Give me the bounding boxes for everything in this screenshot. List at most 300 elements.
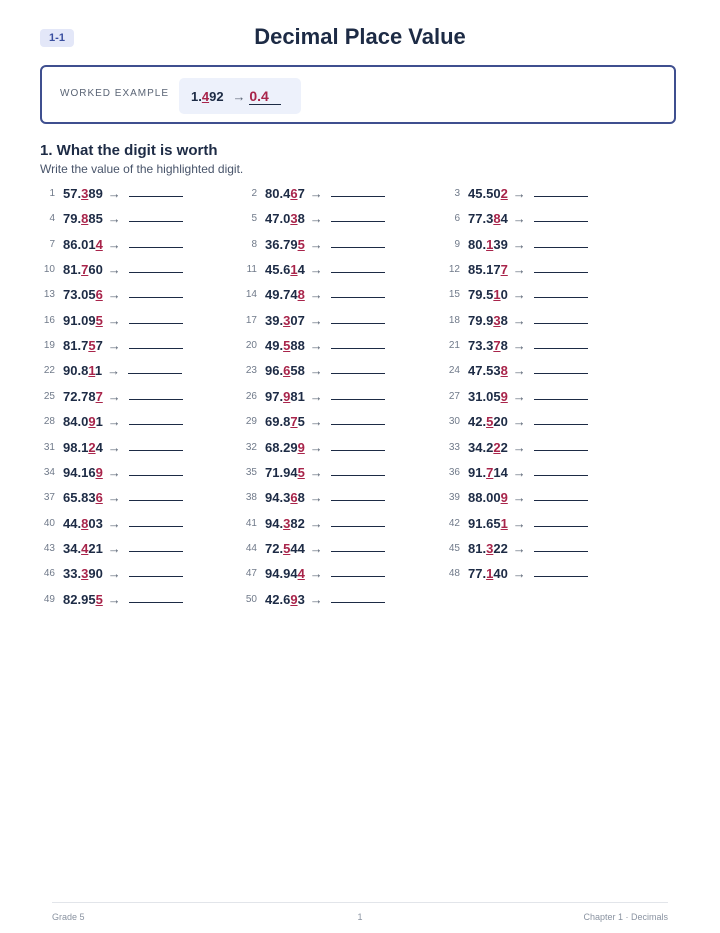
arrow-icon: → [512,388,526,404]
problem-item [40,209,183,229]
problem-decimal: 34.222 [468,439,508,455]
problem-item [445,514,588,534]
problem-number: 13 [43,289,55,301]
answer-blank[interactable] [331,438,385,451]
problem-item [242,488,385,508]
page-title: Decimal Place Value [254,24,466,49]
example-answer: 0.4 [249,88,281,105]
problem-item [445,488,588,508]
problem-number: 40 [43,517,55,529]
problem-item [242,539,385,559]
problem-decimal: 96.658 [265,363,305,379]
answer-blank[interactable] [331,260,385,273]
arrow-icon: → [512,262,526,278]
arrow-icon: → [512,363,526,379]
highlighted-digit: 1 [493,287,501,303]
problem-number: 35 [245,466,257,478]
answer-blank[interactable] [534,260,588,273]
problem-decimal: 94.368 [265,490,305,506]
problem-decimal: 47.538 [468,363,508,379]
problem-number: 7 [49,238,55,250]
problem-decimal: 49.588 [265,338,305,354]
footer-page-number: 1 [357,912,363,922]
problem-number: 45 [448,542,460,554]
answer-blank[interactable] [129,590,183,603]
problem-item [40,412,183,432]
problem-number: 38 [245,492,257,504]
arrow-icon: → [309,439,323,455]
arrow-icon: → [309,262,323,278]
problem-number: 10 [43,264,55,276]
answer-blank[interactable] [534,285,588,298]
answer-blank[interactable] [331,361,385,374]
problem-item [242,564,385,584]
footer-grade: Grade 5 [52,912,85,922]
problem-decimal: 72.544 [265,540,305,556]
problem-number: 23 [245,365,257,377]
highlighted-digit: 7 [81,262,89,278]
highlighted-digit: 5 [297,464,305,480]
problem-number: 5 [251,213,257,225]
problem-decimal: 31.059 [468,388,508,404]
arrow-icon: → [107,338,121,354]
problem-decimal: 81.757 [63,338,103,354]
answer-blank[interactable] [331,387,385,400]
highlighted-digit: 1 [500,515,508,531]
problem-decimal: 84.091 [63,414,103,430]
highlighted-digit: 3 [81,566,89,582]
highlighted-digit: 5 [95,591,103,607]
problem-item [242,285,385,305]
problem-number: 17 [245,314,257,326]
problem-item [40,387,183,407]
problem-number: 20 [245,340,257,352]
answer-blank[interactable] [129,235,183,248]
problem-number: 37 [43,492,55,504]
answer-blank[interactable] [534,412,588,425]
problem-number: 29 [245,416,257,428]
problem-number: 2 [251,188,257,199]
problem-number: 9 [454,238,460,250]
problem-decimal: 44.803 [63,515,103,531]
worked-example-label: WORKED EXAMPLE [60,88,170,99]
problem-item [242,590,385,610]
highlighted-digit: 8 [297,287,305,303]
problem-number: 44 [245,542,257,554]
problem-item [242,387,385,407]
problem-item [40,336,183,356]
problem-decimal: 94.944 [265,566,305,582]
highlighted-digit: 7 [500,262,508,278]
footer-chapter: Chapter 1 · Decimals [583,912,668,922]
arrow-icon: → [309,591,323,607]
arrow-icon: → [512,338,526,354]
arrow-icon: → [512,236,526,252]
answer-blank[interactable] [331,488,385,501]
arrow-icon: → [107,186,121,201]
highlighted-digit: 3 [283,515,291,531]
problem-number: 16 [43,314,55,326]
problem-decimal: 91.095 [63,312,103,328]
problem-number: 21 [448,340,460,352]
highlighted-digit: 8 [81,211,89,227]
highlighted-digit: 9 [95,464,103,480]
problem-item [242,514,385,534]
problem-item [242,336,385,356]
problem-item [40,260,183,280]
problem-decimal: 79.510 [468,287,508,303]
problem-number: 32 [245,441,257,453]
arrow-icon: → [107,464,121,480]
problem-decimal: 65.836 [63,490,103,506]
problem-item [40,235,183,255]
answer-blank[interactable] [534,514,588,527]
section-heading: 1. What the digit is worth [40,142,218,159]
arrow-icon: → [107,591,121,607]
problem-item [242,412,385,432]
highlighted-digit: 7 [486,464,494,480]
problem-number: 26 [245,390,257,402]
arrow-icon: → [309,312,323,328]
answer-blank[interactable] [129,564,183,577]
problem-item [40,361,182,381]
problem-item [445,235,588,255]
highlighted-digit: 4 [81,540,89,556]
arrow-icon: → [309,338,323,354]
arrow-icon: → [309,236,323,252]
problem-number: 12 [448,264,460,276]
problem-item [242,184,385,204]
answer-blank[interactable] [331,514,385,527]
problem-decimal: 94.382 [265,515,305,531]
problem-decimal: 73.056 [63,287,103,303]
problem-item [445,438,588,458]
problem-decimal: 68.299 [265,439,305,455]
problem-decimal: 80.467 [265,186,305,201]
arrow-icon: → [107,515,121,531]
problem-decimal: 45.502 [468,186,508,201]
example-number: 1.492 [191,89,224,104]
highlighted-digit: 3 [81,186,89,201]
answer-blank[interactable] [128,361,182,374]
problem-number: 24 [448,365,460,377]
arrow-icon: → [309,363,323,379]
arrow-icon: → [512,186,526,201]
answer-blank[interactable] [534,488,588,501]
highlighted-digit: 1 [290,262,298,278]
problem-number: 11 [246,264,257,276]
problem-number: 39 [448,492,460,504]
answer-blank[interactable] [331,209,385,222]
arrow-icon: → [309,414,323,430]
problem-number: 43 [43,542,55,554]
arrow-icon: → [107,540,121,556]
highlighted-digit: 9 [500,490,508,506]
arrow-icon: → [309,287,323,303]
highlighted-digit: 9 [297,439,305,455]
highlighted-digit: 8 [500,363,508,379]
highlighted-digit: 6 [290,186,298,201]
answer-blank[interactable] [534,336,588,349]
problem-decimal: 73.378 [468,338,508,354]
problem-item [445,387,588,407]
answer-blank[interactable] [331,590,385,603]
problem-decimal: 85.177 [468,262,508,278]
problem-number: 14 [245,289,257,301]
highlighted-digit: 9 [88,414,96,430]
section-instruction: Write the value of the highlighted digit. [40,162,244,176]
answer-blank[interactable] [331,539,385,552]
problem-number: 4 [49,213,55,225]
problem-item [40,184,183,204]
highlighted-digit: 6 [95,287,103,303]
arrow-icon: → [107,211,121,227]
arrow-icon: → [107,287,121,303]
problem-decimal: 57.389 [63,186,103,201]
problem-number: 1 [49,188,55,199]
problem-item [40,285,183,305]
answer-blank[interactable] [534,235,588,248]
problem-decimal: 81.322 [468,540,508,556]
answer-blank[interactable] [129,311,183,324]
problem-item [40,590,183,610]
problem-decimal: 34.421 [63,540,103,556]
highlighted-digit: 6 [283,363,291,379]
problem-item [40,438,183,458]
problem-item [40,463,183,483]
problem-decimal: 77.140 [468,566,508,582]
problem-decimal: 69.875 [265,414,305,430]
answer-blank[interactable] [534,184,588,197]
answer-blank[interactable] [129,260,183,273]
highlighted-digit: 1 [486,566,494,582]
arrow-icon: → [309,490,323,506]
problem-item [242,361,385,381]
problem-item [40,488,183,508]
problem-number: 15 [448,289,460,301]
arrow-icon: → [512,211,526,227]
problem-number: 3 [454,188,460,199]
highlighted-digit: 4 [297,566,305,582]
arrow-icon: → [512,515,526,531]
highlighted-digit: 1 [486,236,494,252]
arrow-icon: → [512,490,526,506]
highlighted-digit: 8 [81,515,89,531]
problem-number: 50 [245,593,257,605]
highlighted-digit: 9 [283,388,291,404]
answer-blank[interactable] [331,336,385,349]
highlighted-digit: 9 [290,591,298,607]
problem-decimal: 98.124 [63,439,103,455]
problem-number: 46 [43,568,55,580]
problem-decimal: 72.787 [63,388,103,404]
problem-number: 25 [43,390,55,402]
problem-item [445,336,588,356]
highlighted-digit: 5 [95,312,103,328]
answer-blank[interactable] [129,488,183,501]
problem-decimal: 88.009 [468,490,508,506]
problem-decimal: 97.981 [265,388,305,404]
answer-blank[interactable] [331,235,385,248]
highlighted-digit: 3 [493,312,501,328]
problem-item [242,463,385,483]
problem-item [242,235,385,255]
problem-item [40,564,183,584]
answer-blank[interactable] [129,514,183,527]
answer-blank[interactable] [534,387,588,400]
answer-blank[interactable] [534,463,588,476]
arrow-icon: → [107,388,121,404]
arrow-icon: → [309,211,323,227]
arrow-icon: → [232,89,246,104]
problem-number: 18 [448,314,460,326]
problem-decimal: 91.714 [468,464,508,480]
answer-blank[interactable] [129,438,183,451]
answer-blank[interactable] [534,209,588,222]
problem-number: 41 [245,517,257,529]
problem-item [445,463,588,483]
problem-item [445,260,588,280]
problem-decimal: 81.760 [63,262,103,278]
highlighted-digit: 3 [486,540,494,556]
highlighted-digit: 8 [493,211,501,227]
problem-number: 33 [448,441,460,453]
arrow-icon: → [309,515,323,531]
answer-blank[interactable] [331,463,385,476]
answer-blank[interactable] [534,311,588,324]
problem-item [445,361,588,381]
answer-blank[interactable] [534,438,588,451]
problem-decimal: 33.390 [63,566,103,582]
answer-blank[interactable] [129,285,183,298]
problem-decimal: 71.945 [265,464,305,480]
problem-item [242,209,385,229]
answer-blank[interactable] [331,311,385,324]
problem-number: 36 [448,466,460,478]
problem-decimal: 82.955 [63,591,103,607]
highlighted-digit: 3 [290,211,298,227]
problem-item [445,539,588,559]
arrow-icon: → [107,414,121,430]
answer-blank[interactable] [129,184,183,197]
answer-blank[interactable] [129,336,183,349]
arrow-icon: → [107,363,121,379]
highlighted-digit: 7 [95,388,103,404]
problem-decimal: 86.014 [63,236,103,252]
highlighted-digit: 9 [500,388,508,404]
problem-item [445,209,588,229]
problem-decimal: 49.748 [265,287,305,303]
answer-blank[interactable] [129,539,183,552]
problem-decimal: 36.795 [265,236,305,252]
answer-blank[interactable] [129,412,183,425]
problem-decimal: 42.693 [265,591,305,607]
highlighted-digit: 7 [290,414,298,430]
problem-item [40,311,183,331]
arrow-icon: → [512,312,526,328]
highlighted-digit: 5 [486,414,494,430]
problem-number: 42 [448,517,460,529]
arrow-icon: → [107,490,121,506]
problem-item [445,184,588,204]
problem-item [445,412,588,432]
answer-blank[interactable] [129,209,183,222]
problem-decimal: 45.614 [265,262,305,278]
answer-blank[interactable] [534,539,588,552]
arrow-icon: → [512,566,526,582]
arrow-icon: → [107,439,121,455]
arrow-icon: → [512,540,526,556]
arrow-icon: → [512,414,526,430]
problem-decimal: 39.307 [265,312,305,328]
answer-blank[interactable] [331,184,385,197]
problem-item [242,438,385,458]
answer-blank[interactable] [331,564,385,577]
highlighted-digit: 6 [290,490,298,506]
arrow-icon: → [107,312,121,328]
highlighted-digit: 4 [201,89,210,104]
highlighted-digit: 7 [493,338,501,354]
highlighted-digit: 2 [88,439,96,455]
highlighted-digit: 3 [283,312,291,328]
highlighted-digit: 2 [500,186,508,201]
answer-blank[interactable] [331,285,385,298]
answer-blank[interactable] [129,463,183,476]
highlighted-digit: 1 [88,363,96,379]
problem-number: 30 [448,416,460,428]
problem-number: 22 [43,365,55,377]
highlighted-digit: 2 [493,439,501,455]
lesson-badge: 1-1 [40,29,74,47]
problem-decimal: 79.938 [468,312,508,328]
problem-item [242,311,385,331]
problem-decimal: 94.169 [63,464,103,480]
problem-number: 49 [43,593,55,605]
problem-decimal: 47.038 [265,211,305,227]
arrow-icon: → [309,186,323,201]
arrow-icon: → [309,388,323,404]
arrow-icon: → [512,287,526,303]
answer-blank[interactable] [331,412,385,425]
problem-decimal: 80.139 [468,236,508,252]
answer-blank[interactable] [129,387,183,400]
arrow-icon: → [107,262,121,278]
answer-blank[interactable] [534,361,588,374]
problem-number: 6 [454,213,460,225]
problem-number: 47 [245,568,257,580]
arrow-icon: → [309,540,323,556]
arrow-icon: → [309,464,323,480]
highlighted-digit: 4 [95,236,103,252]
problem-number: 48 [448,568,460,580]
answer-blank[interactable] [534,564,588,577]
problem-item [445,311,588,331]
problem-item [445,564,588,584]
highlighted-digit: 6 [95,490,103,506]
arrow-icon: → [107,236,121,252]
problem-decimal: 77.384 [468,211,508,227]
highlighted-digit: 5 [283,338,291,354]
highlighted-digit: 5 [283,540,291,556]
problem-item [445,285,588,305]
problem-decimal: 91.651 [468,515,508,531]
footer-divider [52,902,668,903]
arrow-icon: → [309,566,323,582]
problem-number: 19 [43,340,55,352]
highlighted-digit: 5 [88,338,96,354]
problem-number: 28 [43,416,55,428]
problem-decimal: 90.811 [63,363,103,379]
